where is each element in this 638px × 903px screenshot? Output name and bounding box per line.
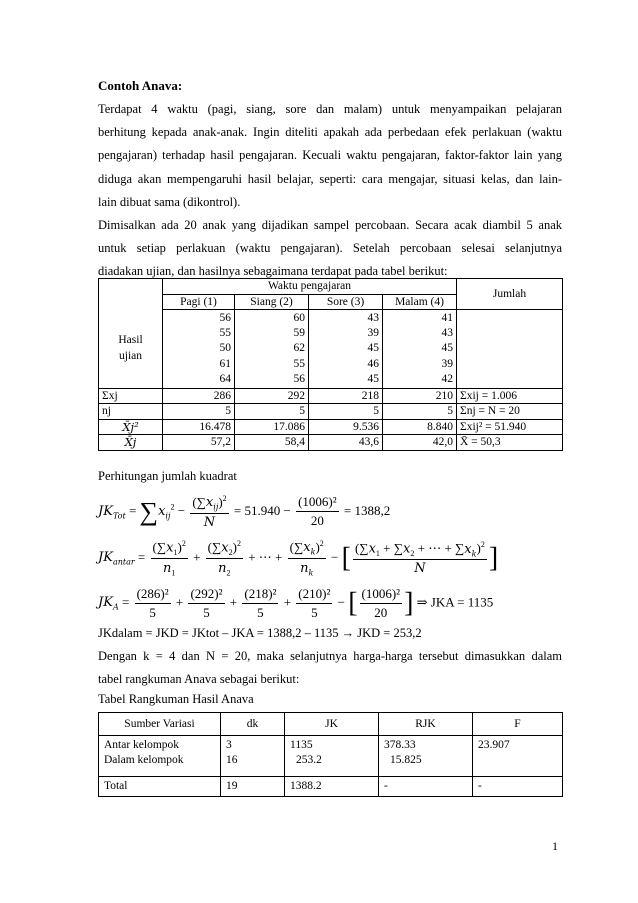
n-cell: 5: [383, 404, 457, 420]
sum-cell: 286: [163, 388, 235, 404]
calc-title: Perhitungan jumlah kuadrat: [98, 469, 237, 483]
cell-total-label: Total: [99, 777, 221, 797]
cell-total-f: -: [473, 777, 563, 797]
row-label-hasil-ujian: Hasil ujian: [99, 310, 163, 389]
text-line: Terdapat 4 waktu (pagi, siang, sore dan malam) untuk menyampaikan pelajaran: [98, 102, 562, 116]
scores-pagi: 56 55 50 61 64: [163, 310, 235, 389]
sum-total-cell: Σxij = 1.006: [457, 388, 563, 404]
jumlah-header: Jumlah: [457, 279, 563, 310]
mean-cell: 57,2: [163, 435, 235, 451]
equation-jk-tot: $JK_{Tot} = \sum x_{ij}^2$ − $\frac{(\sum x_{ij})^2}{N}$ = 51.940 − $\frac{\text{(1006)²}}{20}$ = 1388,2: [98, 494, 391, 530]
data-table: [98, 278, 563, 451]
sum-cell: 218: [309, 388, 383, 404]
anova-summary-table: [98, 712, 563, 797]
text-line: Dimisalkan ada 20 anak yang dijadikan sampel percobaan. Secara acak diambil 5 anak: [98, 218, 562, 232]
mean-total-cell: X̄ = 50,3: [457, 435, 563, 451]
cell-jk: 1135 253.2: [285, 736, 379, 777]
corner-cell: [99, 294, 163, 310]
scores-sore: 43 39 45 46 45: [309, 310, 383, 389]
table-row: [99, 435, 563, 451]
header-sumber-variasi: Sumber Variasi: [99, 713, 221, 736]
table-row: [99, 404, 563, 420]
table-row: [99, 388, 563, 404]
cell-sumber: Antar kelompok Dalam kelompok: [99, 736, 221, 777]
sq-total-cell: Σxij² = 51.940: [457, 419, 563, 435]
sq-cell: 8.840: [383, 419, 457, 435]
col-header-malam: Malam (4): [383, 294, 457, 310]
col-header-pagi: Pagi (1): [163, 294, 235, 310]
corner-cell: [99, 279, 163, 295]
cell-total-rjk: -: [379, 777, 473, 797]
cell-f: 23.907: [473, 736, 563, 777]
n-cell: 5: [309, 404, 383, 420]
text-line: berhitung kepada anak-anak. Ingin diteliti apakah ada perbedaan efek perlakuan (waktu: [98, 125, 562, 140]
text-line: lain dibuat sama (dikontrol).: [98, 194, 241, 209]
sample-paragraph: [98, 214, 562, 284]
mean-label: X̄j: [99, 435, 163, 451]
col-header-siang: Siang (2): [235, 294, 309, 310]
cell-rjk: 378.33 15.825: [379, 736, 473, 777]
jumlah-empty-cell: [457, 310, 563, 389]
intro-paragraph: [98, 98, 562, 214]
header-f: F: [473, 713, 563, 736]
text-line: pengajaran) terhadap hasil pengajaran. Kecuali waktu pengajaran, faktor-faktor lain yang: [98, 148, 562, 163]
cell-dk: 3 16: [221, 736, 285, 777]
table-row-total: [99, 777, 563, 797]
sum-cell: 210: [383, 388, 457, 404]
scores-malam: 41 43 45 39 42: [383, 310, 457, 389]
table-row: [99, 419, 563, 435]
header-jk: JK: [285, 713, 379, 736]
jk-dalam-line: JKdalam = JKD = JKtot – JKA = 1388,2 – 1135 → JKD = 253,2: [98, 626, 422, 640]
n-label: nj: [99, 404, 163, 420]
scores-siang: 60 59 62 55 56: [235, 310, 309, 389]
page-number: 1: [552, 839, 558, 853]
section-heading: Contoh Anava:: [98, 78, 183, 93]
sum-label: Σxj: [99, 388, 163, 404]
equation-jk-a: $JK_A$ = $\frac{\text{(286)²}}{5}$ + $\frac{\text{(292)²}}{5}$ + $\frac{\text{(218)²}}{5}$ + $\frac{\text{(210)²}}{5}$ − [ $\frac{\text{(1006)²}}{20}$ ] ⇒ JKA = 1135: [98, 586, 494, 620]
text-line: untuk setiap perlakuan (waktu pengajaran). Setelah percobaan selesai selanjutnya: [98, 241, 562, 256]
table2-title: Tabel Rangkuman Hasil Anava: [98, 692, 254, 706]
mean-cell: 58,4: [235, 435, 309, 451]
sq-cell: 16.478: [163, 419, 235, 435]
group-header: Waktu pengajaran: [163, 279, 457, 295]
text-line: diadakan ujian, dan hasilnya sebagaimana terdapat pada tabel berikut:: [98, 264, 448, 279]
n-total-cell: Σnj = N = 20: [457, 404, 563, 420]
n-cell: 5: [163, 404, 235, 420]
sq-label: X̄j²: [99, 419, 163, 435]
col-header-sore: Sore (3): [309, 294, 383, 310]
summary-paragraph: [98, 645, 562, 691]
table-row: [99, 736, 563, 777]
header-rjk: RJK: [379, 713, 473, 736]
equation-jk-antar: $JK_{antar}$ = $\frac{(\sum x_1)^2}{n_1}$ + $\frac{(\sum x_2)^2}{n_2}$ + ⋯ + $\frac{(\sum x_k)^2}{n_k}$ − [ $\frac{(\sum x_1 + \sum x_2 + \cdots + \sum x_k)^2}{N}$ ]: [98, 539, 499, 578]
text-line: tabel rangkuman Anava sebagai berikut:: [98, 672, 300, 687]
text-line: Dengan k = 4 dan N = 20, maka selanjutnya harga-harga tersebut dimasukkan dalam: [98, 649, 562, 663]
sq-cell: 17.086: [235, 419, 309, 435]
mean-cell: 42,0: [383, 435, 457, 451]
header-dk: dk: [221, 713, 285, 736]
mean-cell: 43,6: [309, 435, 383, 451]
cell-total-dk: 19: [221, 777, 285, 797]
n-cell: 5: [235, 404, 309, 420]
table-header-row: [99, 713, 563, 736]
cell-total-jk: 1388.2: [285, 777, 379, 797]
sum-cell: 292: [235, 388, 309, 404]
text-line: diduga akan mempengaruhi hasil belajar, seperti: cara mengajar, situasi kelas, dan lain-: [98, 171, 562, 186]
sq-cell: 9.536: [309, 419, 383, 435]
